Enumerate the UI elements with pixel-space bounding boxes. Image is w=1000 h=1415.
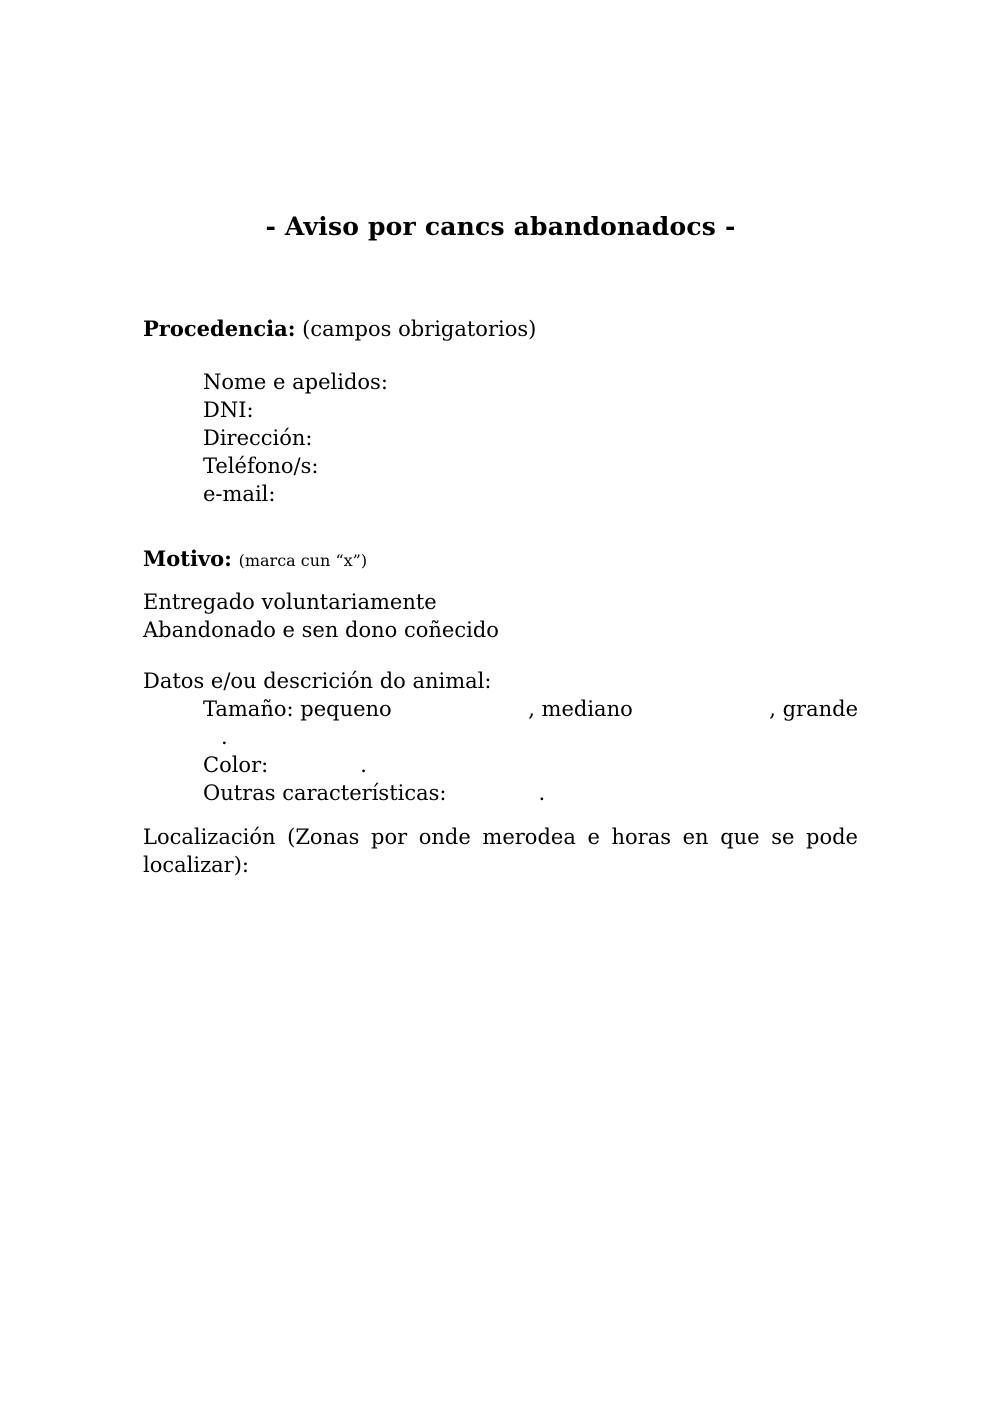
section-heading-motivo bbox=[143, 545, 858, 575]
section-heading-datos: Datos e/ou descrición do animal: bbox=[143, 669, 492, 693]
field-telefono[interactable]: Teléfono/s: bbox=[203, 454, 319, 478]
field-localizacion[interactable] bbox=[143, 823, 858, 879]
field-email[interactable]: e-mail: bbox=[203, 482, 276, 506]
procedencia-label: Procedencia: bbox=[143, 316, 296, 341]
tamano-label: Tamaño: bbox=[203, 697, 294, 721]
section-heading-procedencia bbox=[143, 315, 858, 343]
color-value-dot[interactable]: . bbox=[360, 753, 367, 777]
motivo-option-abandonado[interactable]: Abandonado e sen dono coñecido bbox=[143, 618, 499, 642]
motivo-option-entregado[interactable]: Entregado voluntariamente bbox=[143, 590, 437, 614]
field-direccion[interactable]: Dirección: bbox=[203, 426, 313, 450]
localizacion-text: Localización (Zonas por onde merodea e horas en que se pode localizar): bbox=[143, 825, 858, 877]
tamano-trailing-dot bbox=[203, 723, 228, 751]
outras-label: Outras características: bbox=[203, 781, 447, 805]
color-label: Color: bbox=[203, 753, 269, 777]
field-color-row bbox=[203, 751, 367, 779]
motivo-label: Motivo: bbox=[143, 546, 232, 571]
field-tamano-row bbox=[203, 695, 858, 723]
outras-value-dot[interactable]: . bbox=[538, 781, 546, 805]
tamano-option-grande[interactable]: , grande bbox=[769, 697, 858, 721]
field-outras-row bbox=[203, 779, 545, 807]
field-nome-apelidos[interactable]: Nome e apelidos: bbox=[203, 370, 388, 394]
page-title: - Aviso por cancs abandonadocs - bbox=[265, 212, 736, 241]
tamano-option-pequeno[interactable]: pequeno bbox=[300, 697, 392, 721]
tamano-dot: . bbox=[221, 725, 228, 749]
motivo-note: (marca cun “x”) bbox=[238, 551, 368, 570]
tamano-label-and-option-pequeno[interactable] bbox=[203, 695, 392, 723]
field-dni[interactable]: DNI: bbox=[203, 398, 254, 422]
tamano-option-mediano[interactable]: , mediano bbox=[528, 697, 633, 721]
procedencia-note: (campos obrigatorios) bbox=[302, 317, 537, 341]
